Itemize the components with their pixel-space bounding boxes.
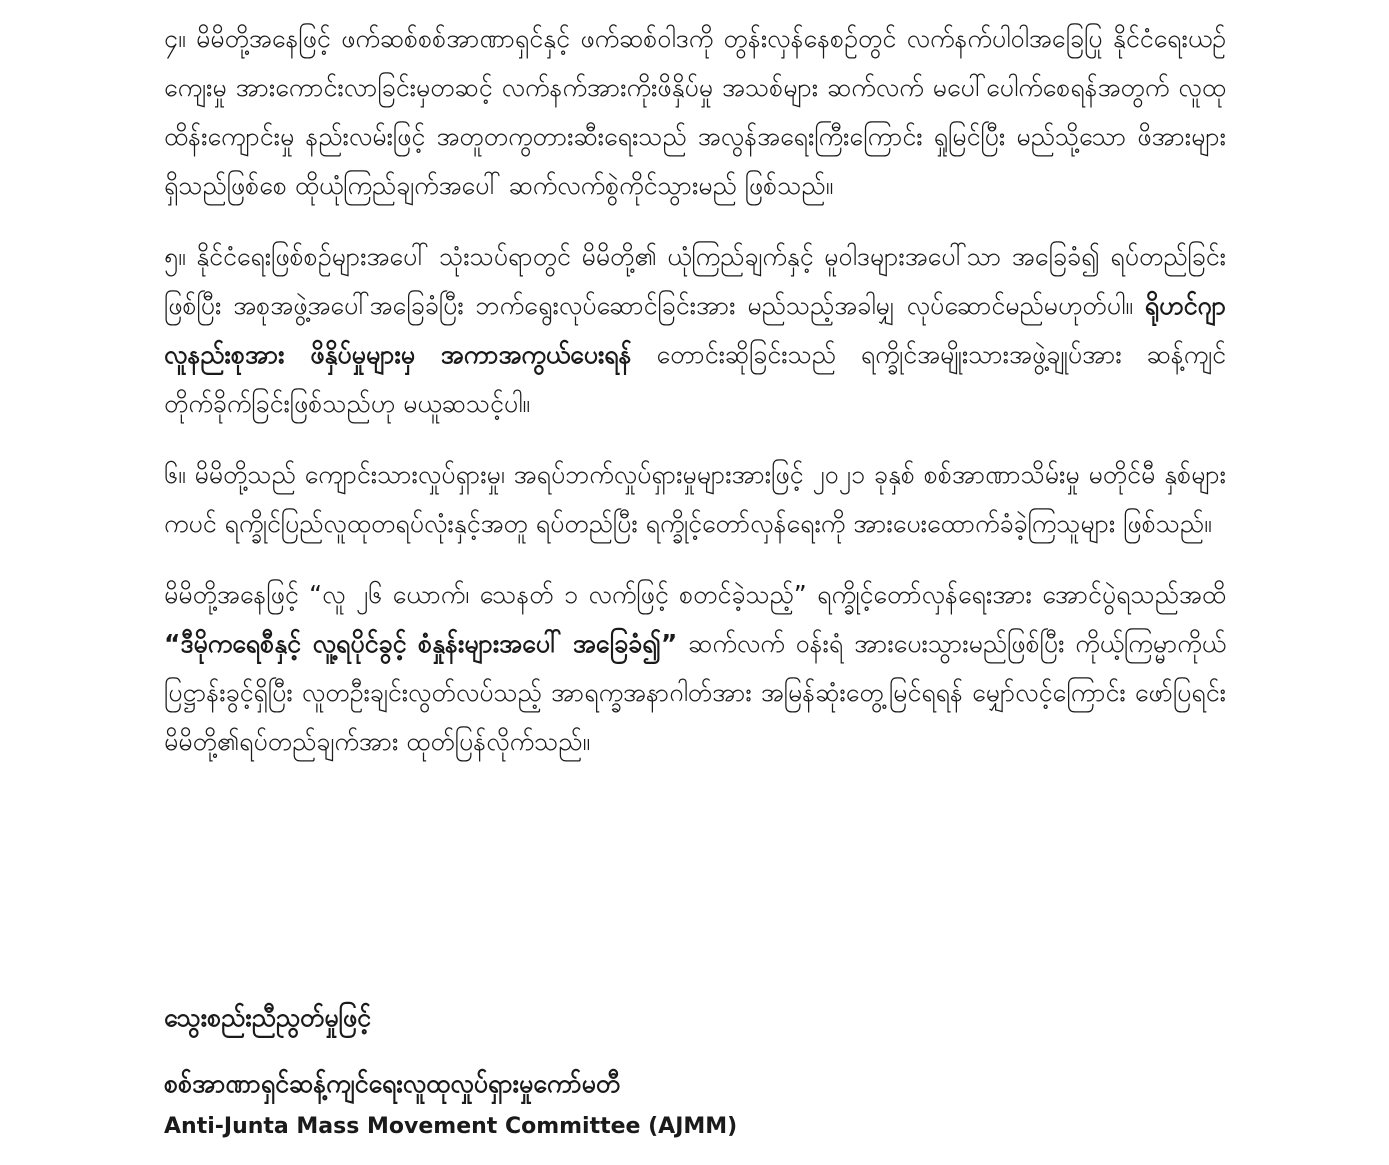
closing-regards: သွေးစည်းညီညွတ်မှုဖြင့် (164, 1003, 372, 1032)
committee-name-burmese: စစ်အာဏာရှင်ဆန့်ကျင်ရေးလူထုလှုပ်ရှားမှုကော်မတီ (164, 1069, 621, 1098)
paragraph-text: မိမိတို့အနေဖြင့် ဖက်ဆစ်စစ်အာဏာရှင်နှင့် ဖက်ဆစ်ဝါဒကို တွန်းလှန်နေစဥ်တွင် လက်နက်ပါဝါအခြေပြု နိုင်ငံရေးယဥ်ကျေးမှု အားကောင်းလာခြင်းမှတဆင့် လက်နက်အားကိုးဖိနှိပ်မှု အသစ်များ ဆက်လက် မပေါ်ပေါက်စေရန်အတွက် လူထုထိန်းကျောင်းမှု နည်းလမ်းဖြင့် အတူတကွတားဆီးရေးသည် အလွန်အရေးကြီးကြောင်း ရှုမြင်ပြီး မည်သို့သော ဖိအားများ ရှိသည်ဖြစ်စေ ထိုယုံကြည်ချက်အပေါ် ဆက်လက်စွဲကိုင်သွားမည် ဖြစ်သည်။ (164, 24, 1226, 200)
paragraph-closing (164, 570, 1226, 766)
signoff-block (164, 996, 1226, 1142)
paragraph-text: မိမိတို့သည် ကျောင်းသားလှုပ်ရှားမှု၊ အရပ်ဘက်လှုပ်ရှားမှုများအားဖြင့် ၂၀၂၁ ခုနှစ် စစ်အာဏာသိမ်းမှု မတိုင်မီ နှစ်များကပင် ရက္ခိုင်ပြည်လူထုတရပ်လုံးနှင့်အတူ ရပ်တည်ပြီး ရက္ခိုင့်တော်လှန်ရေးကို အားပေးထောက်ခံခဲ့ကြသူများ ဖြစ်သည်။ (164, 460, 1226, 538)
paragraph-6 (164, 450, 1226, 548)
paragraph-number: ၅။ (164, 242, 186, 271)
paragraph-5 (164, 232, 1226, 428)
statement-body (164, 14, 1226, 766)
paragraph-emphasis: “ဒီမိုကရေစီနှင့် လူ့ရပိုင်ခွင့် စံနှုန်းများအပေါ် အခြေခံ၍” (164, 629, 678, 658)
paragraph-4 (164, 14, 1226, 210)
paragraph-text-continued: တောင်းဆိုခြင်းသည် ရက္ခိုင်အမျိုးသားအဖွဲ့ချုပ်အား ဆန့်ကျင်တိုက်ခိုက်ခြင်းဖြစ်သည်ဟု မယူဆသင့်ပါ။ (164, 340, 1226, 418)
paragraph-text: မိမိတို့အနေဖြင့် “လူ ၂၆ ယောက်၊ သေနတ် ၁ လက်ဖြင့် စတင်ခဲ့သည့်” ရက္ခိုင့်တော်လှန်ရေးအား အောင်ပွဲရသည်အထိ (164, 580, 1226, 609)
paragraph-text-continued: ဆက်လက် ဝန်းရံ အားပေးသွားမည်ဖြစ်ပြီး ကိုယ့်ကြမ္မာကိုယ် ပြဋ္ဌာန်းခွင့်ရှိပြီး လူတဦးချင်းလွတ်လပ်သည့် အာရက္ခအနာဂါတ်အား အမြန်ဆုံးတွေ့မြင်ရရန် မျှော်လင့်ကြောင်း ဖော်ပြရင်း မိမိတို့၏ရပ်တည်ချက်အား ထုတ်ပြန်လိုက်သည်။ (164, 629, 1226, 756)
paragraph-emphasis: ရိုဟင်ဂျာလူနည်းစုအား ဖိနှိပ်မှုများမှ အကာအကွယ်ပေးရန် (164, 291, 1226, 369)
paragraph-text: နိုင်ငံရေးဖြစ်စဥ်များအပေါ် သုံးသပ်ရာတွင် မိမိတို့၏ ယုံကြည်ချက်နှင့် မူဝါဒများအပေါ်သာ အခြေခံ၍ ရပ်တည်ခြင်းဖြစ်ပြီး အစုအဖွဲ့အပေါ်အခြေခံပြီး ဘက်ရွေးလုပ်ဆောင်ခြင်းအား မည်သည့်အခါမျှ လုပ်ဆောင်မည်မဟုတ်ပါ။ (164, 242, 1226, 320)
committee-name-english: Anti-Junta Mass Movement Committee (AJMM) (164, 1114, 738, 1139)
paragraph-number: ၆။ (164, 460, 186, 489)
paragraph-number: ၄။ (164, 24, 186, 53)
